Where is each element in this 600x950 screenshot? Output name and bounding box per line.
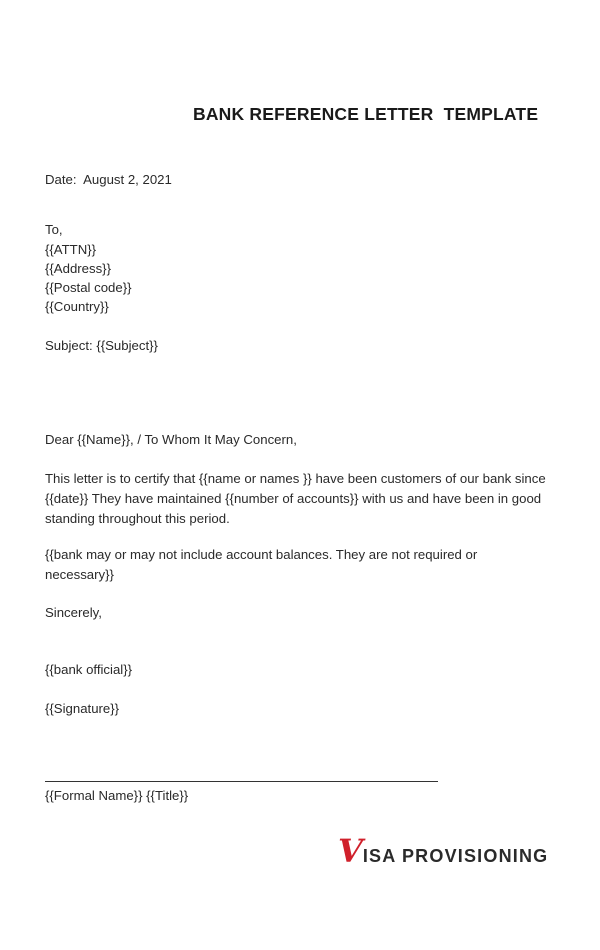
formal-name-title: {{Formal Name}} {{Title}} bbox=[45, 788, 189, 803]
address-postal-code: {{Postal code}} bbox=[45, 280, 132, 295]
address-attn: {{ATTN}} bbox=[45, 242, 97, 257]
address-street: {{Address}} bbox=[45, 261, 111, 276]
logo-v-mark: V bbox=[338, 832, 363, 870]
body-paragraph-2: {{bank may or may not include account balances. They are not required or necessary}} bbox=[45, 547, 478, 582]
date-line: Date: August 2, 2021 bbox=[45, 172, 172, 187]
letter-title: BANK REFERENCE LETTER TEMPLATE bbox=[193, 104, 539, 124]
address-country: {{Country}} bbox=[45, 299, 109, 314]
closing: Sincerely, bbox=[45, 605, 102, 620]
bank-official: {{bank official}} bbox=[45, 662, 133, 677]
visa-provisioning-logo bbox=[338, 832, 549, 870]
signature-placeholder: {{Signature}} bbox=[45, 701, 120, 716]
logo-wordmark: ISA PROVISIONING bbox=[362, 846, 549, 866]
signature-line bbox=[45, 781, 438, 782]
to-line: To, bbox=[45, 222, 63, 237]
salutation: Dear {{Name}}, / To Whom It May Concern, bbox=[45, 432, 297, 447]
subject-line: Subject: {{Subject}} bbox=[45, 338, 158, 353]
body-paragraph-1: This letter is to certify that {{name or names }} have been customers of our bank since {{date}} They have maintained {{number of accounts}} with us and have been in good standing throughout this period. bbox=[45, 471, 546, 526]
